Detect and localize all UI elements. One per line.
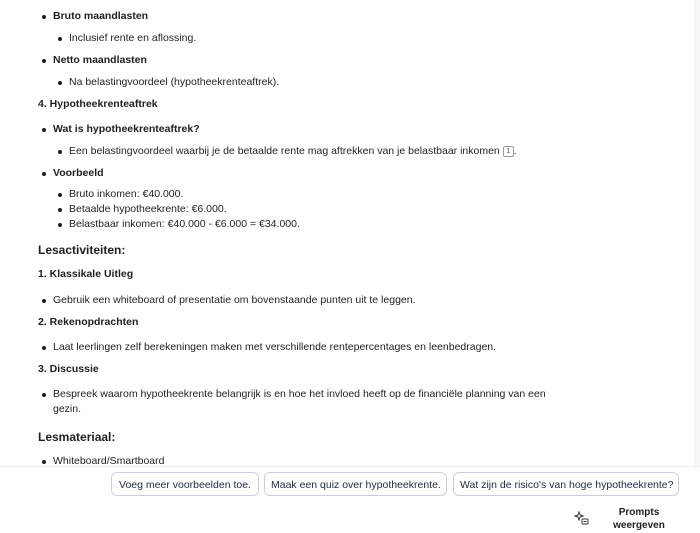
bullet: [58, 208, 62, 212]
bullet: [58, 37, 62, 41]
activity-2-heading: 2. Rekenopdrachten: [38, 316, 139, 328]
bullet: [42, 15, 46, 19]
voorbeeld-item-3: Belastbaar inkomen: €40.000 - €6.000 = €34.000.: [69, 218, 300, 230]
netto-heading: Netto maandlasten: [53, 54, 147, 66]
bullet: [42, 346, 46, 350]
bullet: [58, 150, 62, 154]
netto-detail: Na belastingvoordeel (hypotheekrenteaftrek).: [69, 76, 280, 88]
bullet: [42, 393, 46, 397]
prompts-sparkle-icon: [574, 510, 590, 526]
citation-badge[interactable]: 1: [503, 146, 514, 157]
watis-heading: Wat is hypotheekrenteaftrek?: [53, 123, 200, 135]
watis-detail: Een belastingvoordeel waarbij je de betaalde rente mag aftrekken van je belastbaar inkomen: [69, 145, 500, 157]
activity-1-heading: 1. Klassikale Uitleg: [38, 268, 134, 280]
activity-3-heading: 3. Discussie: [38, 363, 99, 375]
voorbeeld-heading: Voorbeeld: [53, 167, 104, 179]
bruto-heading: Bruto maandlasten: [53, 10, 149, 22]
bullet: [58, 81, 62, 85]
voorbeeld-item-1: Bruto inkomen: €40.000.: [69, 188, 184, 200]
bullet: [42, 299, 46, 303]
bullet: [42, 460, 46, 464]
lesmateriaal-item-1: Whiteboard/Smartboard: [53, 455, 165, 466]
scrollbar-track[interactable]: [694, 0, 700, 466]
watis-detail-line: Een belastingvoordeel waarbij je de betaalde rente mag aftrekken van je belastbaar inkomen 1 .: [69, 145, 517, 157]
activity-2-detail: Laat leerlingen zelf berekeningen maken met verschillende rentepercentages en leenbedragen.: [53, 341, 497, 353]
bullet: [42, 172, 46, 176]
bullet: [58, 193, 62, 197]
suggestion-bar: [0, 466, 700, 533]
suggestion-chip-quiz[interactable]: Maak een quiz over hypotheekrente.: [264, 472, 447, 496]
bullet: [42, 128, 46, 132]
prompts-button-label: Prompts weergeven: [613, 507, 665, 531]
section4-heading: 4. Hypotheekrenteaftrek: [38, 98, 158, 110]
activity-1-detail: Gebruik een whiteboard of presentatie om bovenstaande punten uit te leggen.: [53, 294, 416, 306]
suggestion-chip-risks[interactable]: Wat zijn de risico's van hoge hypotheekrente?: [453, 472, 679, 496]
bruto-detail: Inclusief rente en aflossing.: [69, 32, 197, 44]
activity-3-detail-line2: gezin.: [53, 403, 82, 415]
lesactiviteiten-heading: Lesactiviteiten:: [38, 243, 126, 257]
activity-3-detail-line1: Bespreek waarom hypotheekrente belangrijk is en hoe het invloed heeft op de financiële planning van een: [53, 388, 546, 400]
suggestion-chip-more-examples[interactable]: Voeg meer voorbeelden toe.: [111, 472, 259, 496]
bullet: [58, 223, 62, 227]
divider: [0, 466, 700, 467]
voorbeeld-item-2: Betaalde hypotheekrente: €6.000.: [69, 203, 227, 215]
prompts-button[interactable]: [574, 504, 694, 532]
lesmateriaal-heading: Lesmateriaal:: [38, 430, 116, 444]
bullet: [42, 59, 46, 63]
